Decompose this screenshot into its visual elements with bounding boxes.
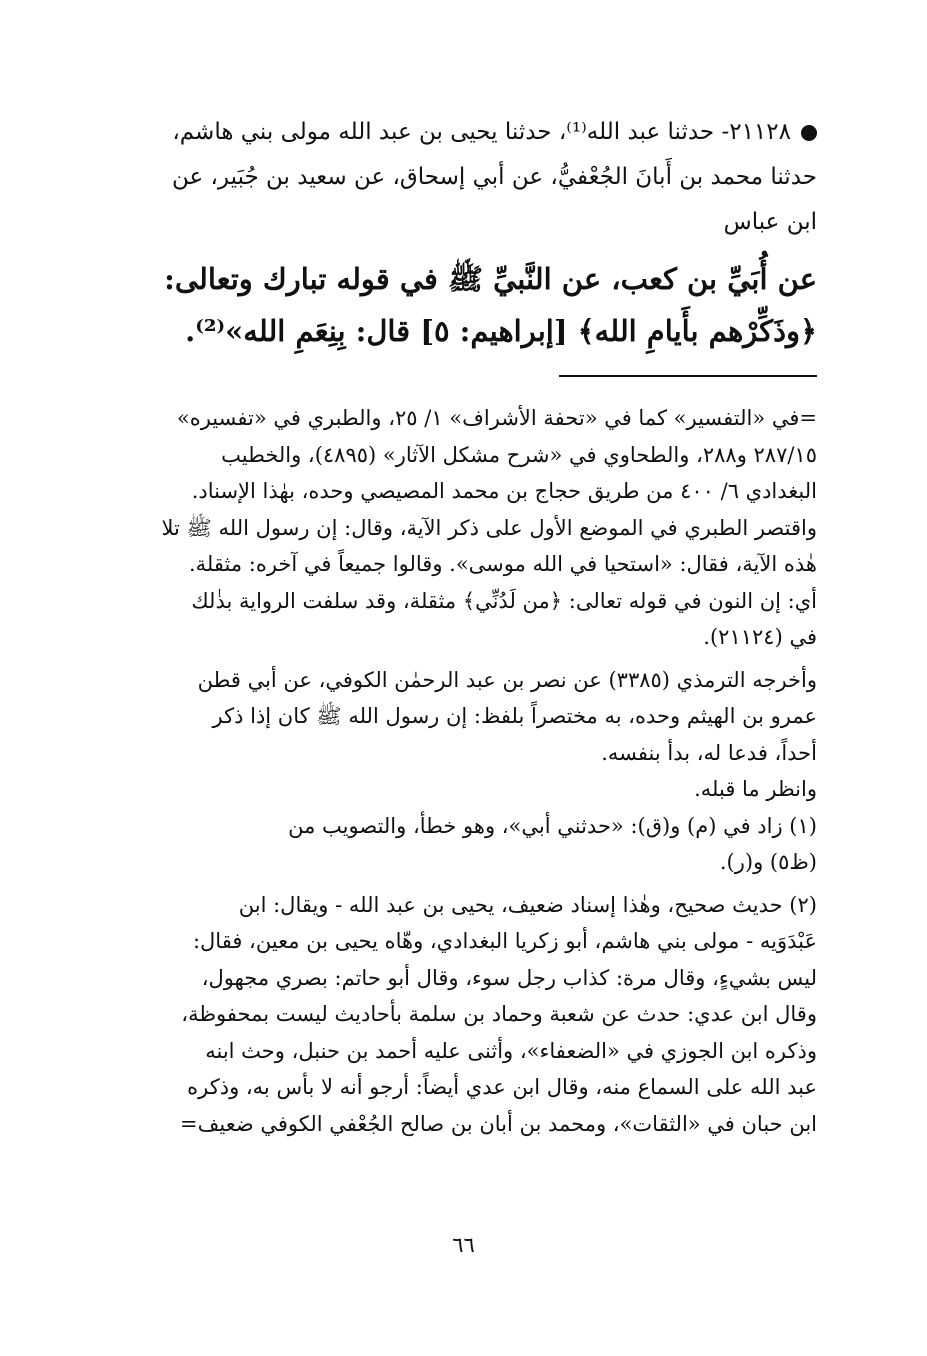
footnote-line: عَبْدَوَيه - مولى بني هاشم، أبو زكريا البغدادي، وهّاه يحيى بن معين، فقال:	[192, 929, 817, 953]
footnote-line: وذكره ابن الجوزي في «الضعفاء»، وأثنى عليه أحمد بن حنبل، وحث ابنه	[205, 1038, 817, 1063]
footnotes	[100, 400, 817, 1142]
footnote-line: وأخرجه الترمذي (٣٣٨٥) عن نصر بن عبد الرحمٰن الكوفي، عن أبي قطن	[197, 667, 817, 692]
footnote-paragraph	[100, 400, 817, 656]
page-number: ٦٦	[452, 1233, 475, 1257]
hadith-matn	[110, 253, 817, 357]
footnote-line: ٢٨٧/١٥ و٢٨٨، والطحاوي في «شرح مشكل الآثار» (٤٨٩٥)، والخطيب	[221, 442, 817, 467]
footnote-line: وقال ابن عدي: حدث عن شعبة وحماد بن سلمة بأحاديث ليست بمحفوظة،	[181, 1002, 817, 1026]
footnote-paragraph	[100, 662, 817, 772]
isnad-line: ٢١١٢٨- حدثنا عبد الله⁽¹⁾، حدثنا يحيى بن عبد الله مولى بني هاشم،	[110, 110, 817, 155]
footnote-line: ابن حبان في «الثقات»، ومحمد بن أبان بن صالح الجُعْفي الكوفي ضعيف=	[180, 1111, 817, 1136]
footnote-separator	[559, 375, 817, 377]
footnote-1	[100, 808, 817, 881]
isnad-line: ابن عباس	[723, 209, 817, 235]
footnote-line: (ظ٥) و(ر).	[719, 850, 817, 874]
footnote-line: وانظر ما قبله.	[694, 777, 817, 801]
matn-line: عن أُبَيِّ بن كعب، عن النَّبيِّ ﷺ في قوله تبارك وتعالى:	[164, 262, 817, 296]
footnote-line: هٰذه الآية، فقال: «استحيا في الله موسى». وقالوا جميعاً في آخره: مثقلة.	[189, 552, 817, 576]
footnote-line: أي: إن النون في قوله تعالى: ﴿من لَدُنِّي﴾ مثقلة، وقد سلفت الرواية بذٰلك	[191, 588, 817, 613]
footnote-line: واقتصر الطبري في الموضع الأول على ذكر الآية، وقال: إن رسول الله ﷺ تلا	[161, 515, 817, 540]
footnote-line: ليس بشيءٍ، وقال مرة: كذاب رجل سوء، وقال أبو حاتم: بصري مجهول،	[201, 965, 817, 990]
isnad-line: حدثنا محمد بن أَبانَ الجُعْفيُّ، عن أبي إسحاق، عن سعيد بن جُبَير، عن	[171, 164, 817, 190]
matn-line: ﴿وذَكِّرْهم بأَيامِ الله﴾ [إبراهيم: ٥] قال: بِنِعَمِ الله»⁽²⁾.	[185, 314, 817, 348]
footnote-line: =في «التفسير» كما في «تحفة الأشراف» ١/ ٢٥، والطبري في «تفسيره»	[176, 406, 817, 430]
hadith-isnad	[110, 110, 817, 245]
footnote-line: البغدادي ٦/ ٤٠٠ من طريق حجاج بن محمد المصيصي وحده، بهٰذا الإسناد.	[191, 479, 817, 503]
hadith-block	[110, 110, 817, 357]
footnote-line: (٢) حديث صحيح، وهٰذا إسناد ضعيف، يحيى بن عبد الله - ويقال: ابن	[238, 892, 817, 917]
bullet-icon	[801, 125, 817, 141]
footnote-line: عبد الله على السماع منه، وقال ابن عدي أيضاً: أرجو أنه لا بأس به، وذكره	[187, 1075, 817, 1099]
footnote-line: عمرو بن الهيثم وحده، به مختصراً بلفظ: إن رسول الله ﷺ كان إذا ذكر	[212, 704, 817, 728]
footnote-line: في (٢١١٢٤).	[703, 625, 817, 649]
footnote-line: أحداً، فدعا له، بدأ بنفسه.	[601, 740, 817, 765]
footnote-2	[100, 887, 817, 1143]
footnote-line: (١) زاد في (م) و(ق): «حدثني أبي»، وهو خطأ، والتصويب من	[288, 813, 817, 838]
footnote-paragraph	[100, 771, 817, 808]
